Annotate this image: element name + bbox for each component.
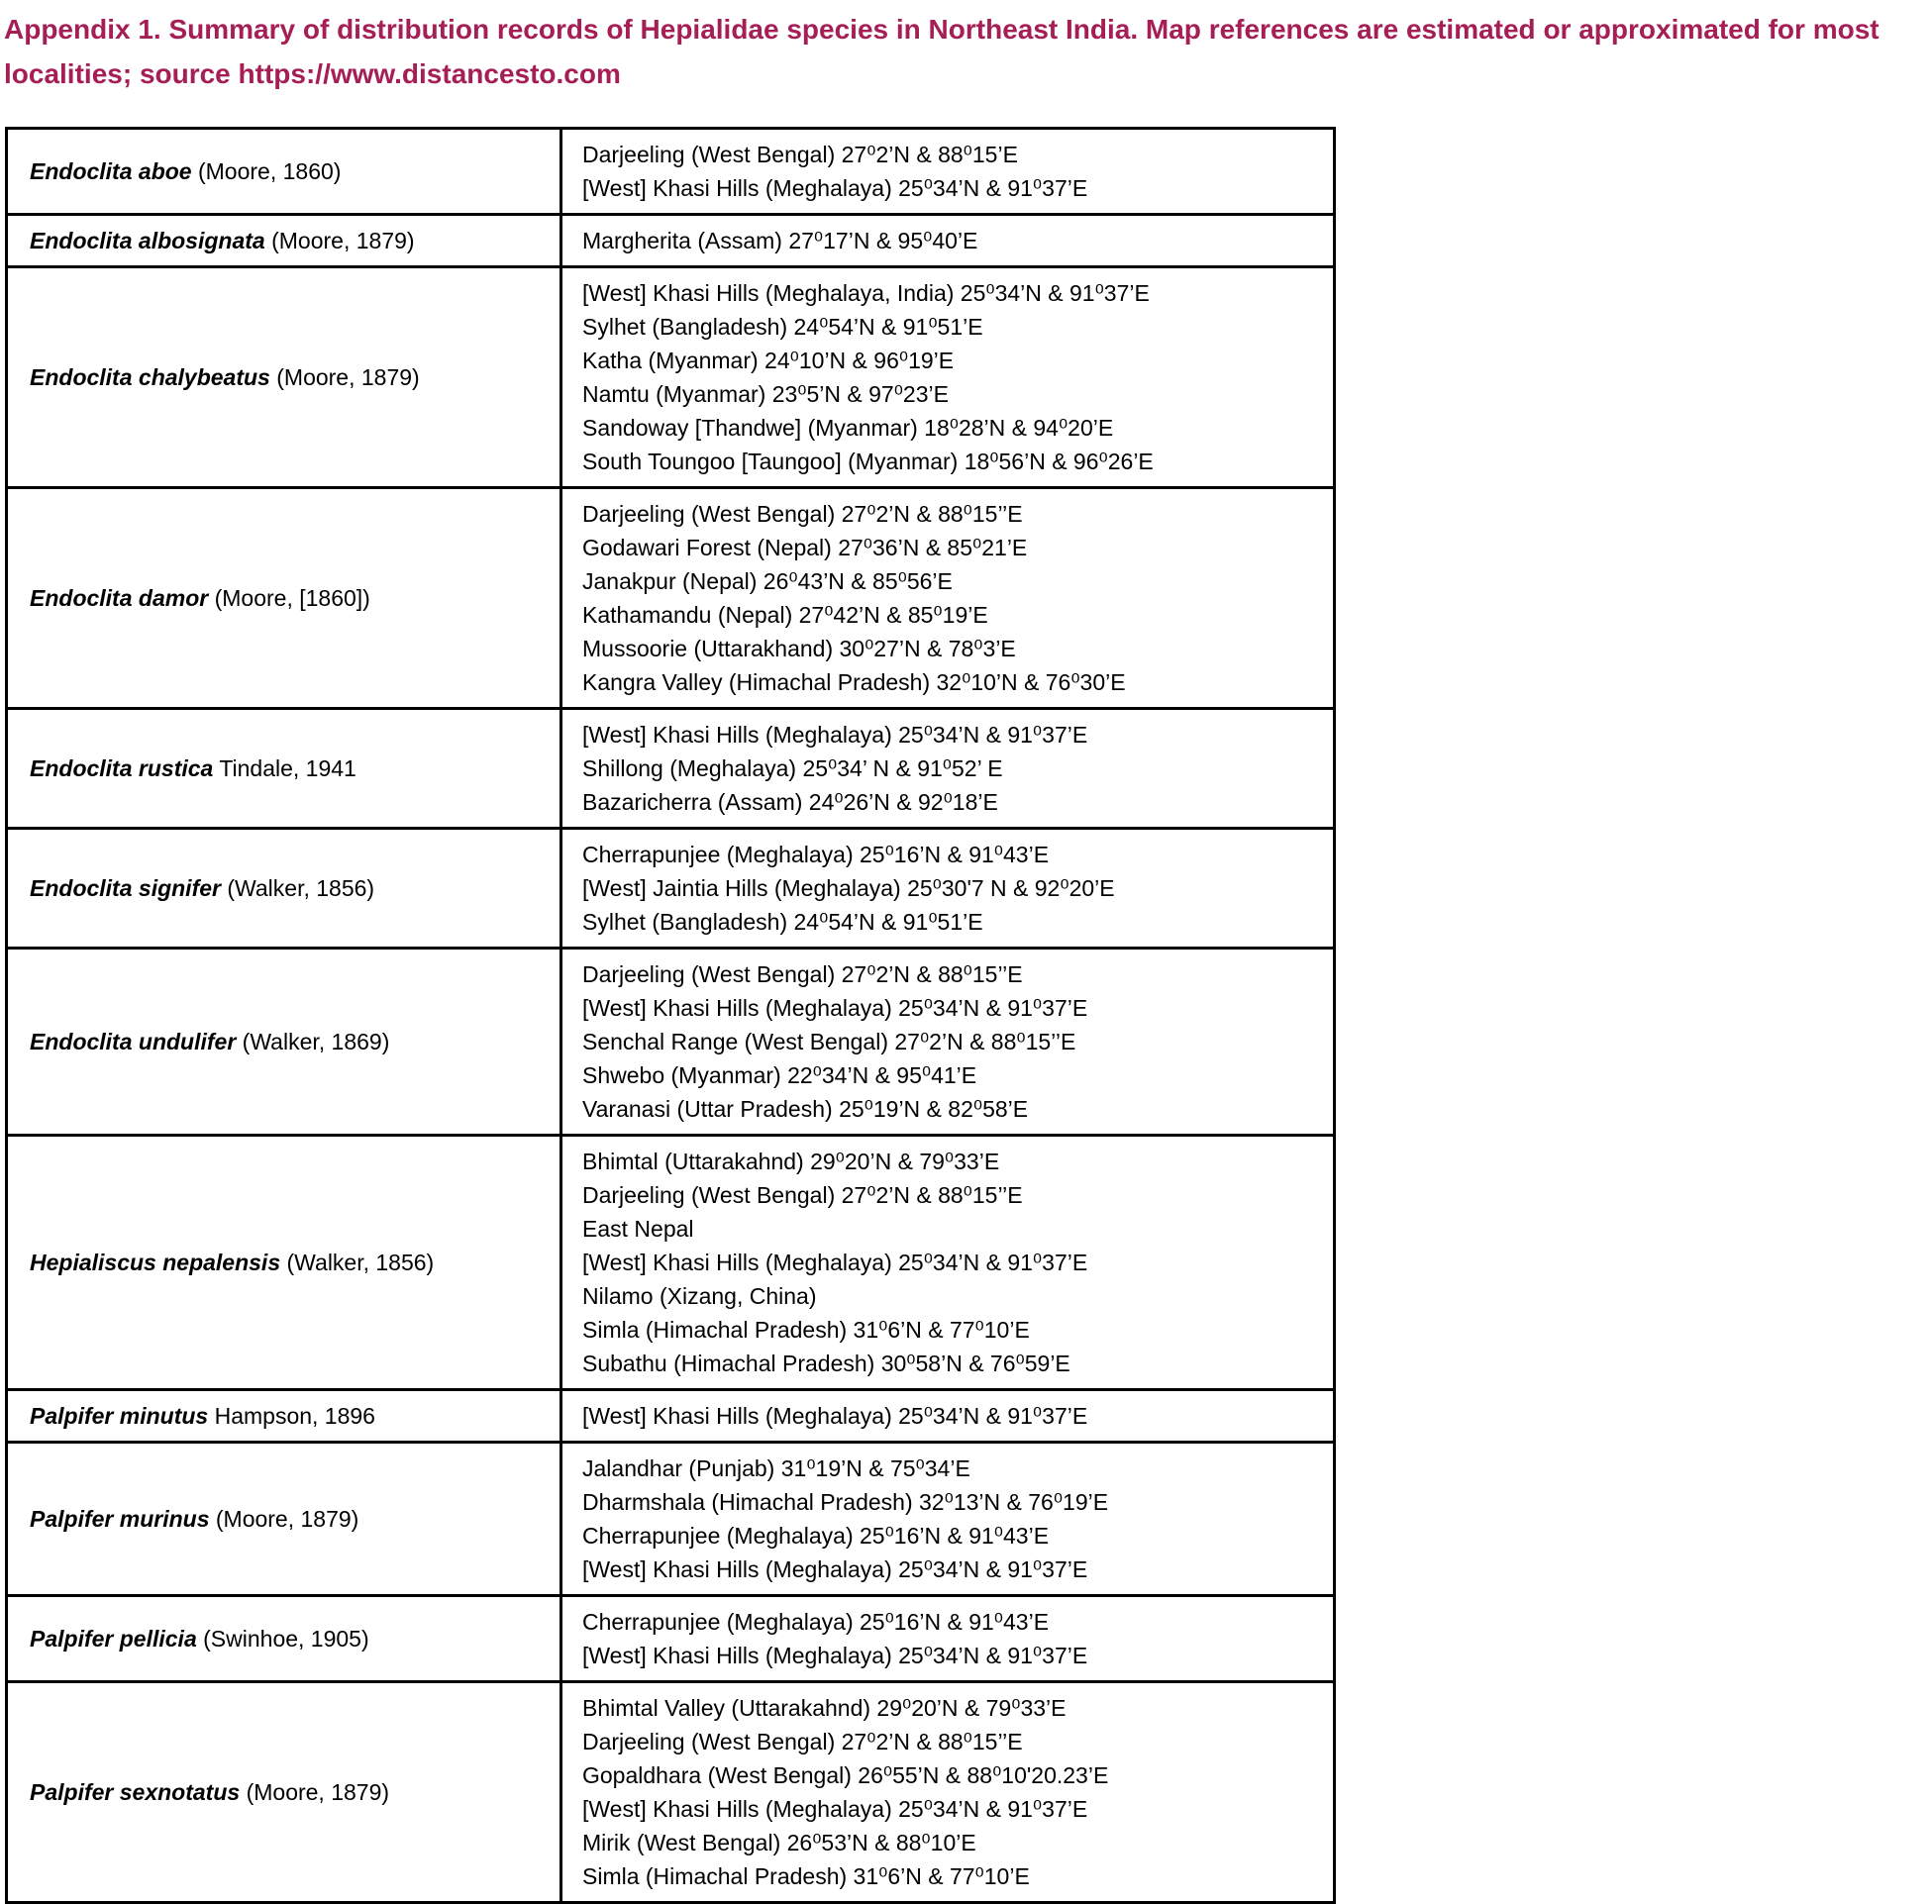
locality-record: South Toungoo [Taungoo] (Myanmar) 18⁰56’N & 96⁰26’E [582, 448, 1154, 474]
species-cell [7, 1681, 561, 1902]
locality-record: Darjeeling (West Bengal) 27⁰2’N & 88⁰15’E [582, 141, 1018, 167]
locality-record: Mirik (West Bengal) 26⁰53’N & 88⁰10’E [582, 1829, 976, 1855]
species-author: (Walker, 1856) [227, 874, 375, 901]
locality-record: [West] Khasi Hills (Meghalaya) 25⁰34’N & 91⁰37’E [582, 1249, 1088, 1275]
localities-cell [561, 1135, 1335, 1389]
locality-record: Sylhet (Bangladesh) 24⁰54’N & 91⁰51’E [582, 313, 983, 340]
localities-cell [561, 128, 1335, 214]
locality-record: Dharmshala (Himachal Pradesh) 32⁰13’N & 76⁰19’E [582, 1488, 1109, 1515]
localities-cell [561, 1389, 1335, 1442]
locality-record: Kathamandu (Nepal) 27⁰42’N & 85⁰19’E [582, 601, 988, 628]
locality-record: Kangra Valley (Himachal Pradesh) 32⁰10’N & 76⁰30’E [582, 668, 1126, 695]
species-author: (Moore, [1860]) [214, 584, 370, 611]
species-cell [7, 214, 561, 266]
locality-record: Sylhet (Bangladesh) 24⁰54’N & 91⁰51’E [582, 908, 983, 935]
table-row [7, 1595, 1335, 1681]
locality-record: Mussoorie (Uttarakhand) 30⁰27’N & 78⁰3’E [582, 635, 1016, 661]
species-cell [7, 1442, 561, 1595]
table-row [7, 828, 1335, 948]
localities-cell [561, 948, 1335, 1135]
species-name: Endoclita damor [30, 584, 209, 611]
locality-record: Janakpur (Nepal) 26⁰43’N & 85⁰56’E [582, 567, 953, 594]
species-cell [7, 266, 561, 487]
locality-record: Cherrapunjee (Meghalaya) 25⁰16’N & 91⁰43’E [582, 1608, 1050, 1635]
table-row [7, 1135, 1335, 1389]
species-author: (Moore, 1879) [246, 1778, 390, 1805]
species-author: (Moore, 1879) [271, 227, 415, 253]
locality-record: Godawari Forest (Nepal) 27⁰36’N & 85⁰21’E [582, 534, 1028, 560]
locality-record: [West] Khasi Hills (Meghalaya) 25⁰34’N & 91⁰37’E [582, 174, 1088, 201]
species-author: (Swinhoe, 1905) [203, 1625, 369, 1652]
species-name: Hepialiscus nepalensis [30, 1249, 281, 1275]
species-cell [7, 1595, 561, 1681]
table-row [7, 1681, 1335, 1902]
locality-record: Shillong (Meghalaya) 25⁰34’ N & 91⁰52’ E [582, 754, 1003, 781]
species-author: (Walker, 1869) [242, 1028, 390, 1054]
locality-record: Shwebo (Myanmar) 22⁰34’N & 95⁰41’E [582, 1061, 977, 1088]
locality-record: Simla (Himachal Pradesh) 31⁰6’N & 77⁰10’E [582, 1316, 1030, 1343]
locality-record: Bhimtal Valley (Uttarakahnd) 29⁰20’N & 79⁰33’E [582, 1694, 1067, 1721]
localities-cell [561, 1595, 1335, 1681]
locality-record: Varanasi (Uttar Pradesh) 25⁰19’N & 82⁰58’E [582, 1095, 1029, 1122]
species-name: Endoclita albosignata [30, 227, 265, 253]
table-row [7, 214, 1335, 266]
locality-record: Darjeeling (West Bengal) 27⁰2’N & 88⁰15’’E [582, 500, 1023, 527]
locality-record: Sandoway [Thandwe] (Myanmar) 18⁰28’N & 94⁰20’E [582, 414, 1114, 441]
appendix-title: Appendix 1. Summary of distribution records of Hepialidae species in Northeast India. Map references are estimated or approximated for most localities; source https://www.distancesto.com [4, 14, 1880, 89]
locality-record: Gopaldhara (West Bengal) 26⁰55’N & 88⁰10'20.23’E [582, 1761, 1109, 1788]
locality-record: [West] Khasi Hills (Meghalaya) 25⁰34’N & 91⁰37’E [582, 1555, 1088, 1582]
species-author: (Moore, 1860) [197, 157, 342, 184]
localities-cell [561, 708, 1335, 828]
species-name: Endoclita rustica [30, 754, 214, 781]
table-row [7, 487, 1335, 708]
locality-record: [West] Khasi Hills (Meghalaya) 25⁰34’N & 91⁰37’E [582, 1642, 1088, 1668]
locality-record: Simla (Himachal Pradesh) 31⁰6’N & 77⁰10’E [582, 1862, 1030, 1889]
locality-record: Margherita (Assam) 27⁰17’N & 95⁰40’E [582, 227, 978, 253]
locality-record: Namtu (Myanmar) 23⁰5’N & 97⁰23’E [582, 380, 949, 407]
locality-record: [West] Khasi Hills (Meghalaya) 25⁰34’N & 91⁰37’E [582, 721, 1088, 748]
species-cell [7, 487, 561, 708]
locality-record: Nilamo (Xizang, China) [582, 1282, 817, 1309]
locality-record: [West] Khasi Hills (Meghalaya) 25⁰34’N & 91⁰37’E [582, 1795, 1088, 1822]
species-name: Endoclita aboe [30, 157, 192, 184]
species-name: Endoclita undulifer [30, 1028, 237, 1054]
species-name: Palpifer pellicia [30, 1625, 197, 1652]
locality-record: [West] Khasi Hills (Meghalaya) 25⁰34’N & 91⁰37’E [582, 1402, 1088, 1429]
locality-record: Senchal Range (West Bengal) 27⁰2’N & 88⁰15’’E [582, 1028, 1076, 1054]
distribution-table [5, 127, 1336, 1904]
localities-cell [561, 487, 1335, 708]
localities-cell [561, 266, 1335, 487]
species-cell [7, 828, 561, 948]
locality-record: [West] Jaintia Hills (Meghalaya) 25⁰30'7 N & 92⁰20’E [582, 874, 1115, 901]
distribution-table-body [7, 128, 1335, 1902]
locality-record: Subathu (Himachal Pradesh) 30⁰58’N & 76⁰59’E [582, 1350, 1070, 1376]
locality-record: [West] Khasi Hills (Meghalaya) 25⁰34’N & 91⁰37’E [582, 994, 1088, 1021]
table-row [7, 708, 1335, 828]
species-cell [7, 1135, 561, 1389]
species-name: Palpifer minutus [30, 1402, 209, 1429]
species-author: Tindale, 1941 [219, 754, 356, 781]
locality-record: Darjeeling (West Bengal) 27⁰2’N & 88⁰15’’E [582, 960, 1023, 987]
species-cell [7, 128, 561, 214]
table-row [7, 266, 1335, 487]
locality-record: Jalandhar (Punjab) 31⁰19’N & 75⁰34’E [582, 1454, 970, 1481]
species-name: Endoclita chalybeatus [30, 363, 270, 390]
species-name: Palpifer murinus [30, 1505, 210, 1532]
species-author: (Walker, 1856) [286, 1249, 435, 1275]
locality-record: Cherrapunjee (Meghalaya) 25⁰16’N & 91⁰43’E [582, 1522, 1050, 1549]
locality-record: Bazaricherra (Assam) 24⁰26’N & 92⁰18’E [582, 788, 998, 815]
species-name: Palpifer sexnotatus [30, 1778, 241, 1805]
locality-record: Bhimtal (Uttarakahnd) 29⁰20’N & 79⁰33’E [582, 1148, 1000, 1174]
table-row [7, 128, 1335, 214]
species-name: Endoclita signifer [30, 874, 221, 901]
localities-cell [561, 1442, 1335, 1595]
locality-record: Cherrapunjee (Meghalaya) 25⁰16’N & 91⁰43’E [582, 841, 1050, 867]
table-row [7, 1389, 1335, 1442]
species-author: (Moore, 1879) [276, 363, 420, 390]
species-cell [7, 1389, 561, 1442]
species-author: Hampson, 1896 [214, 1402, 375, 1429]
locality-record: East Nepal [582, 1215, 694, 1242]
table-row [7, 948, 1335, 1135]
table-row [7, 1442, 1335, 1595]
locality-record: Katha (Myanmar) 24⁰10’N & 96⁰19’E [582, 347, 955, 373]
species-cell [7, 948, 561, 1135]
species-author: (Moore, 1879) [215, 1505, 359, 1532]
localities-cell [561, 1681, 1335, 1902]
localities-cell [561, 214, 1335, 266]
localities-cell [561, 828, 1335, 948]
locality-record: Darjeeling (West Bengal) 27⁰2’N & 88⁰15’’E [582, 1181, 1023, 1208]
species-cell [7, 708, 561, 828]
locality-record: [West] Khasi Hills (Meghalaya, India) 25⁰34’N & 91⁰37’E [582, 279, 1150, 306]
locality-record: Darjeeling (West Bengal) 27⁰2’N & 88⁰15’’E [582, 1728, 1023, 1754]
